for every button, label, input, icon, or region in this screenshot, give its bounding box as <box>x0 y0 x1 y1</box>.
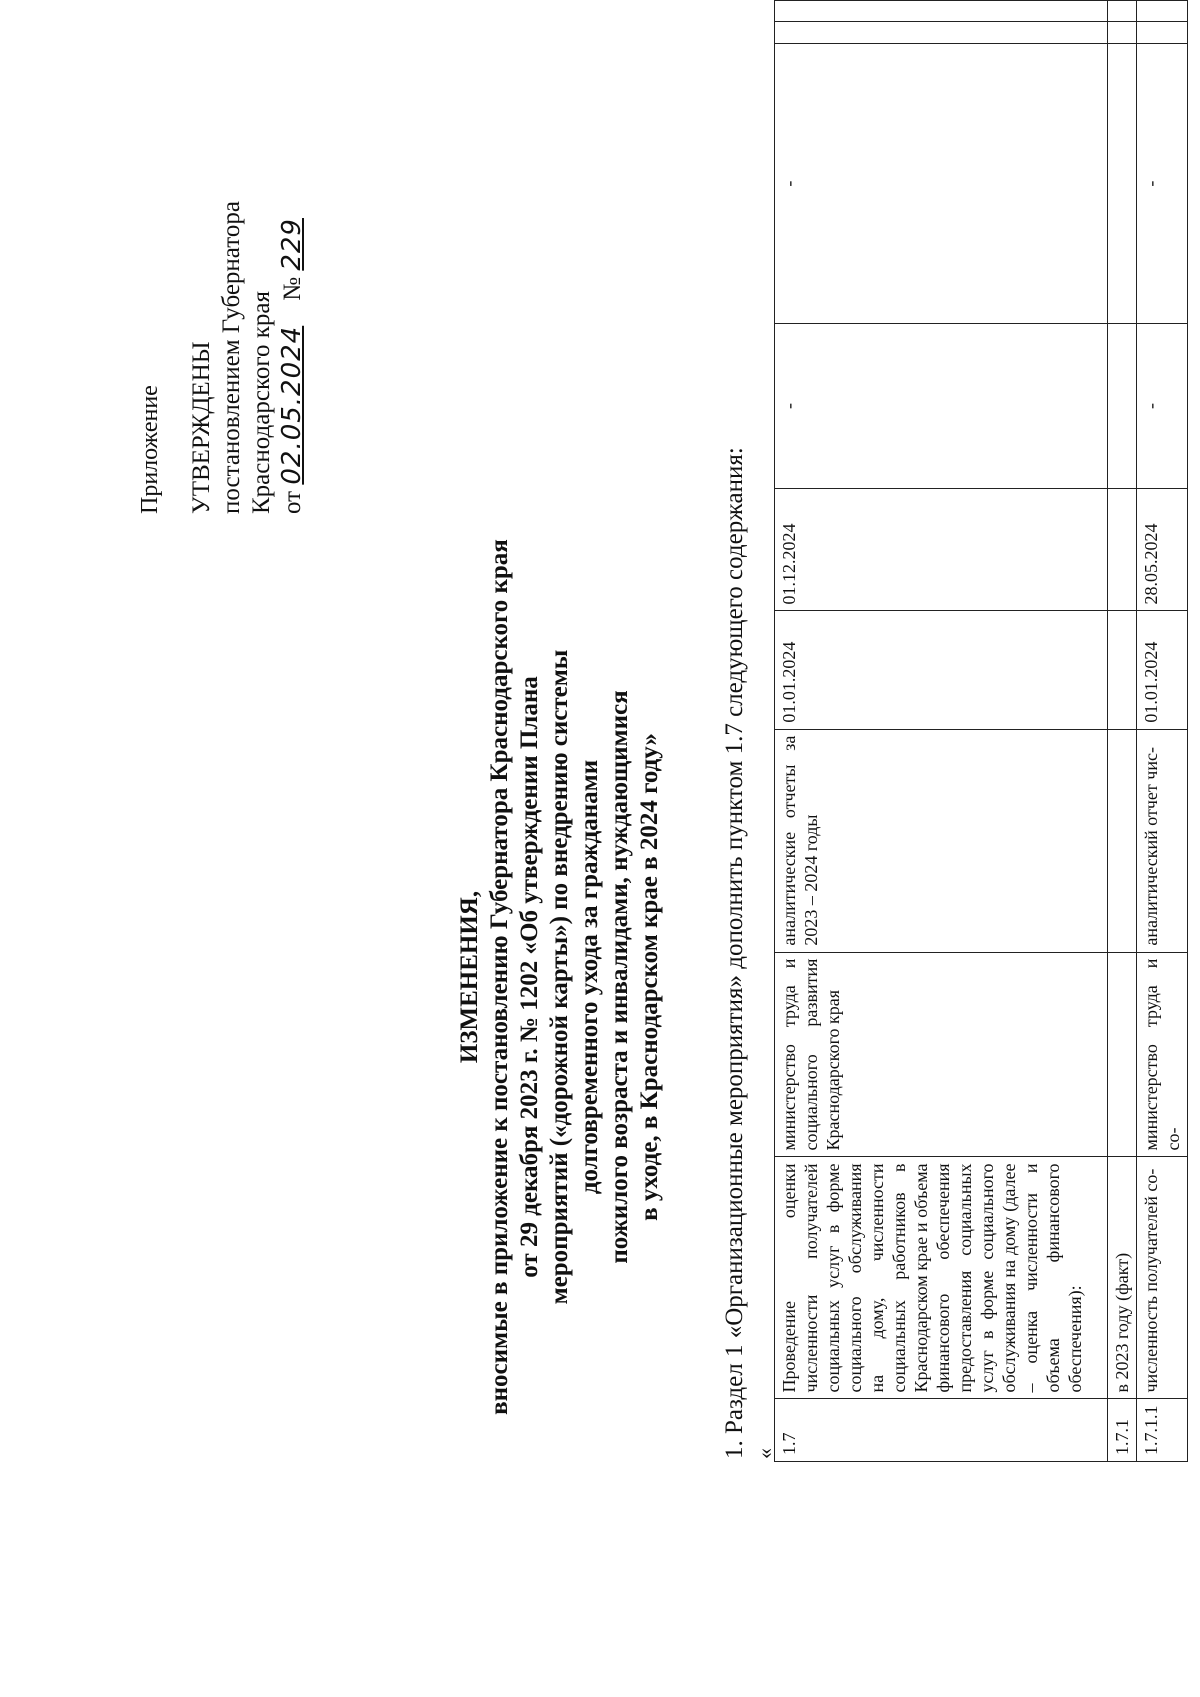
measure-name: численность получателей со- <box>1137 1157 1188 1399</box>
row-number: 1.7.1.1 <box>1137 1399 1188 1462</box>
measures-table <box>774 0 1188 1462</box>
date-prefix: от <box>279 490 306 514</box>
measure-name: Проведение оценки численности получателей социальных услуг в форме социального обслуживания на дому, численности социальных работников в Краснодарском крае и объема финансового обеспечения предоставления социальных услуг в форме социального обслуживания на дому (далее – оценка численности и объема финансового обеспечения): <box>775 1157 1108 1399</box>
start-date <box>1108 611 1137 729</box>
handwritten-date: 02.05.2024 <box>277 325 307 485</box>
cell-empty <box>775 22 1108 43</box>
table-row <box>1137 1 1188 1462</box>
end-date <box>1108 488 1137 611</box>
cell-empty <box>1108 22 1137 43</box>
cell-col8 <box>1108 43 1137 324</box>
appendix-label: Приложение <box>137 385 163 514</box>
responsible-executor <box>1108 952 1137 1157</box>
cell-empty <box>1137 22 1188 43</box>
expected-result: аналитический отчет чис- <box>1137 729 1188 952</box>
intro-paragraph: 1. Раздел 1 «Организационные мероприятия» дополнить пунктом 1.7 следующего содержания: <box>721 447 748 1459</box>
end-date: 01.12.2024 <box>775 488 1108 611</box>
cell-empty <box>1137 1 1188 22</box>
document-title <box>455 477 665 1477</box>
opening-quote: « <box>752 1448 777 1459</box>
cell-empty <box>1108 1 1137 22</box>
title-line-5: пожилого возраста и инвалидами, нуждающимися <box>606 690 633 1264</box>
number-prefix: № <box>279 276 306 301</box>
title-heading: ИЗМЕНЕНИЯ, <box>456 890 483 1064</box>
handwritten-number: 229 <box>277 218 307 271</box>
row-number: 1.7 <box>775 1399 1108 1462</box>
end-date: 28.05.2024 <box>1137 488 1188 611</box>
responsible-executor: министерство труда и социального развития Краснодарского края <box>775 952 1108 1157</box>
start-date: 01.01.2024 <box>1137 611 1188 729</box>
cell-col8: - <box>1137 43 1188 324</box>
start-date: 01.01.2024 <box>775 611 1108 729</box>
measure-name: в 2023 году (факт) <box>1108 1157 1137 1399</box>
approved-label: УТВЕРЖДЕНЫ <box>188 341 215 514</box>
cell-empty <box>775 1 1108 22</box>
row-number: 1.7.1 <box>1108 1399 1137 1462</box>
title-line-3: мероприятий («дорожной карты») по внедрению системы <box>546 649 573 1305</box>
approval-line-2: Краснодарского края <box>248 291 275 514</box>
expected-result <box>1108 729 1137 952</box>
table-row <box>775 1 1108 1462</box>
cell-col8: - <box>775 43 1108 324</box>
expected-result: аналитические отчеты за 2023 – 2024 годы <box>775 729 1108 952</box>
title-line-4: долговременного ухода за гражданами <box>576 759 603 1195</box>
title-line-1: вносимые в приложение к постановлению Губернатора Краснодарского края <box>486 539 513 1415</box>
title-line-2: от 29 декабря 2023 г. № 1202 «Об утверждении Плана <box>516 676 543 1278</box>
responsible-executor: министерство труда и со- <box>1137 952 1188 1157</box>
cell-col7: - <box>775 324 1108 488</box>
title-line-6: в уходе, в Краснодарском крае в 2024 году» <box>636 733 663 1221</box>
table-row <box>1108 1 1137 1462</box>
approval-stamp <box>135 54 308 514</box>
cell-col7: - <box>1137 324 1188 488</box>
cell-col7 <box>1108 324 1137 488</box>
approval-date-line <box>277 54 308 514</box>
approval-line-1: постановлением Губернатора <box>218 201 245 514</box>
